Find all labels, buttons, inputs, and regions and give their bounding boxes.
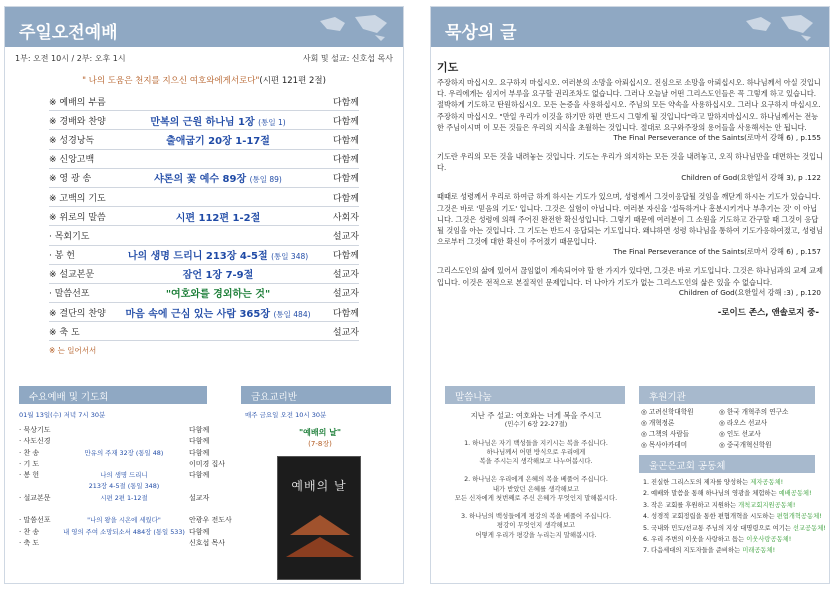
sharing-line <box>441 466 631 475</box>
sharing-line: 지난 주 설교: 여호와는 너게 복을 주시고 <box>470 411 602 420</box>
order-item-title: ※ 고백의 기도 <box>49 193 106 204</box>
right-page <box>430 6 830 584</box>
verse-text: " 나의 도움은 천지를 지으신 여호와에게서로다" <box>82 76 260 86</box>
wednesday-row: · 찬 송 만유의 주재 32장 (통일 48) 다함께 <box>19 448 210 457</box>
order-item-title: ※ 위로의 말씀 <box>49 212 106 223</box>
citation-1: The Final Perseverance of the Saints(로마서 강해 6) , p.155 <box>613 133 821 143</box>
meditation-title: 묵상의 글 <box>445 23 517 43</box>
order-item-title: ※ 설교본문 <box>49 270 95 281</box>
sponsor-row: ◎ 목사아카데미 ◎ 중국개혁신학원 <box>641 441 772 449</box>
order-row <box>49 322 359 341</box>
community-item: 4. 성경적 교회정립을 통한 편협개혁을 시도하는 편협개혁공동체! <box>643 513 822 521</box>
order-row <box>49 188 359 207</box>
sharing-line: 3. 하나님의 백성들에게 평강의 복을 베풀어 주십니다. <box>461 512 611 521</box>
world-map-icon <box>741 11 821 43</box>
order-item-leader: 사회자 <box>332 212 359 223</box>
order-item-leader: 다함께 <box>332 116 359 127</box>
order-item-leader: 다함께 <box>332 155 359 166</box>
sharing-line: 복을 주시는지 생각해보고 나누어봅시다. <box>479 457 593 465</box>
book-pyramid-2 <box>286 537 354 557</box>
wednesday-row: · 사도신경 다함께 <box>19 437 210 446</box>
wednesday-row: · 기 도 이미경 집사 <box>19 459 226 468</box>
sharing-line <box>441 429 631 438</box>
service-info <box>5 47 403 64</box>
meditation-header <box>431 7 829 47</box>
sharing-line: (민수기 6장 22-27절) <box>504 420 568 429</box>
wednesday-row: · 묵상기도 다함께 <box>19 426 210 434</box>
order-item-content: 시편 112편 1-2절 <box>175 212 261 224</box>
order-item-content: "여호와를 경외하는 것" <box>165 289 271 301</box>
book-cover <box>277 456 361 580</box>
community-item: 5. 국내와 민도/선교통 주님의 지상 대명령으로 여기는 선교공동체! <box>643 524 826 532</box>
order-item-title: ※ 성경낭독 <box>49 135 95 146</box>
sponsor-list <box>641 407 797 451</box>
order-row <box>49 150 359 169</box>
paragraph-4: 그리스도인의 삶에 있어서 끊임없이 계속되어야 할 한 가지가 있다면, 그것은 바로 기도입니다. 그것은 하나님과의 교제 교제입니다. 이것은 전적으로 본질적인 문제입니다. 더 나아가 기도가 없는 그리스도인의 삶은 있을 수 없습니다. <box>437 266 824 287</box>
friday-chapter: (7-8장) <box>308 440 332 448</box>
article-title: 기도 <box>437 61 459 74</box>
sharing-line <box>441 503 631 512</box>
wednesday-row: 213장 4-5절 (통일 348) <box>88 482 160 491</box>
sharing-line: 2. 하나님은 우리에게 은혜의 복을 베풀어 주십니다. <box>464 475 608 484</box>
order-item-title: ※ 예배의 부름 <box>49 97 106 108</box>
order-row <box>49 284 359 303</box>
order-row <box>49 207 359 226</box>
wednesday-order <box>19 425 269 549</box>
order-item-title: · 봉 헌 <box>49 251 75 262</box>
order-row <box>49 246 359 265</box>
friday-time: 매주 금요일 오전 10시 30분 <box>245 411 327 419</box>
sharing-line: 평강이 무엇인지 생각해보고 <box>496 521 576 530</box>
verse-ref: (시편 121편 2절) <box>259 76 326 86</box>
order-item-content: 잠언 1장 7-9절 <box>182 270 254 282</box>
sponsor-row: ◎ 그책의 사람들 ◎ 인도 선교사 <box>641 430 761 438</box>
sharing-body <box>441 411 631 540</box>
sharing-line: 어떻게 우리가 평강을 누리는지 말해봅시다. <box>475 530 597 539</box>
citation-3: The Final Perseverance of the Saints(로마서 강해 6) , p.157 <box>613 247 821 257</box>
order-item-title: · 말씀선포 <box>49 289 90 300</box>
order-row <box>49 111 359 130</box>
order-item-content: 샤론의 꽃 예수 89장 (통일 89) <box>154 174 282 186</box>
order-item-leader: 다함께 <box>332 193 359 204</box>
order-item-content: 만복의 근원 하나님 1장 (통일 1) <box>150 116 286 128</box>
order-item-title: · 목회기도 <box>49 231 90 242</box>
order-item-leader: 설교자 <box>332 289 359 300</box>
wednesday-time: 01월 13일(수) 저녁 7시 30분 <box>19 411 106 419</box>
wednesday-row: · 설교본문 시편 2편 1-12절 설교자 <box>19 493 210 502</box>
order-row <box>49 226 359 245</box>
order-item-leader: 설교자 <box>332 270 359 281</box>
paragraph-3: 때때로 성령께서 우리로 하여금 하게 하시는 기도가 있으며, 성령께서 그것이응답될 것임을 깨닫게 하시는 기도가 있습니다. 그것은 바로 '믿음의 기도' 입니다. 그것은 실험이 아닙니다. 여러분 자신을 '설득하거나 흥분시키거나 부추기는 것' 이 아닙니다. 그것은 성령에 의해 주어진 완전한 확신성입니다. 그렇기 때문에 여러분이 그 소원을 기도하고 간구할 때 그것이 응답될 것임을 아는 것입니다. 그 기도는 반드시 응답되는 기도입니다. 왜냐하면 성령 하나님을 통하여 기도가응하여졌고, 성령님으로부터 그것에 대한 확신이 주어졌기 때문입니다. <box>437 192 824 247</box>
left-page <box>4 6 404 584</box>
order-row <box>49 265 359 284</box>
book-title: 예배의 날 <box>291 479 347 493</box>
sharing-header: 말씀나눔 <box>445 386 625 404</box>
wednesday-row: · 찬 송 내 영의 주여 소망되소서 484장 (통일 533) 다함께 <box>19 527 210 536</box>
order-item-title: ※ 신앙고백 <box>49 155 95 166</box>
community-item: 6. 우리 주변의 이웃을 사랑하고 돕는 이웃사랑공동체! <box>643 536 792 544</box>
community-item: 2. 예배와 말씀을 통해 하나님의 영광을 체험하는 예배공동체! <box>643 490 812 498</box>
order-item-leader: 다함께 <box>332 135 359 146</box>
order-item-leader: 다함께 <box>332 174 359 185</box>
order-item-title: ※ 경배와 찬양 <box>49 116 106 127</box>
signature: -로이드 존스, 앤솔로지 중- <box>717 307 819 318</box>
wednesday-row: · 봉 헌 나의 생명 드리니 다함께 <box>19 471 210 480</box>
sponsor-row: ◎ 개혁정론 ◎ 라오스 선교사 <box>641 419 768 427</box>
sharing-line: 하나님께서 어떤 방식으로 우리에게 <box>486 447 586 456</box>
community-list <box>643 477 827 557</box>
order-row <box>49 92 359 111</box>
order-item-content: 출애굽기 20장 1-17절 <box>166 135 270 147</box>
wednesday-row: · 말씀선포 "나의 왕을 시온에 세웠다" 안광우 전도사 <box>19 516 232 525</box>
theme-verse <box>5 74 403 86</box>
community-item: 7. 다음세대의 지도자들을 준비하는 미래공동체! <box>643 547 776 555</box>
sponsor-row: ◎ 고려신학대학원 ◎ 한국 개혁주의 연구소 <box>641 408 789 416</box>
paragraph-1: 주장하지 마십시오. 요구하지 마십시오. 여러분의 소망을 아뢰십시오. 진심으로 소망을 아뢰십시오. 하나님께서 아실 것입니다. 우리에게는 심지어 부루을 요구할 권리조차도 없습니다. 그러나 오늘날 어떤 그리스도인들은 꼭 그렇게 하고 있습니다. 절박하게 기도하고 탄원하십시오. 모든 논증을 사용하십시오. 주님의 모든 약속을 사용하십시오. 그러나 요구하지 마십시오. 주장하지 마십시오. "만일 우리가 이것을 하기만 하면 반드시 그렇게 될 것입니다"라고 말하지마십시오. 하나님께서는 전능한 주님이시며 이 모든 것들은 우리의 지식을 초월하는 것입니다. 절대로 요구와주장의 용어들을 사용해서는 안 됩니다. <box>437 78 821 132</box>
order-item-leader: 설교자 <box>332 231 359 242</box>
sharing-line: 내가 받았던 은혜를 생각해보고 <box>492 484 580 493</box>
order-row <box>49 130 359 149</box>
world-map-icon <box>315 11 395 43</box>
book-pyramid-1 <box>290 515 350 535</box>
order-item-leader: 설교자 <box>332 327 359 338</box>
community-item: 1. 진실한 그리스도의 제자를 양성하는 제자공동체! <box>643 479 784 486</box>
order-row <box>49 303 359 322</box>
service-times: 1부: 오전 10시 / 2부: 오후 1시 <box>15 54 126 63</box>
order-item-leader: 다함께 <box>332 97 359 108</box>
wednesday-header: 수요예배 및 기도회 <box>19 386 207 404</box>
worship-order <box>49 92 359 341</box>
paragraph-2: 기도란 우리의 모든 것을 내려놓는 것입니다. 기도는 우리가 의지하는 모든 것을 내려놓고, 오직 하나님만을 대면하는 것입니다. <box>437 152 824 173</box>
standing-note: ※ 는 일어서서 <box>49 346 97 356</box>
worship-header <box>5 7 403 47</box>
order-item-content: 나의 생명 드리니 213장 4-5절 (통일 348) <box>127 251 309 263</box>
citation-4: Children of God(요한일서 강해 :3) , p.120 <box>678 287 821 297</box>
wednesday-row: · 축 도 신호섭 목사 <box>19 538 226 547</box>
order-item-content: 마음 속에 근심 있는 사람 365장 (통일 484) <box>125 308 311 320</box>
community-item: 3. 작은 교회를 후원하고 지원하는 개척교회지원공동체! <box>643 501 796 509</box>
sharing-line: 모든 신자에게 첫번째로 주신 은혜가 무엇인지 말해봅시다. <box>454 493 618 502</box>
order-item-title: ※ 축 도 <box>49 327 80 338</box>
order-item-title: ※ 영 광 송 <box>49 174 92 185</box>
worship-title: 주일오전예배 <box>19 23 118 43</box>
order-item-leader: 다함께 <box>332 308 359 319</box>
sponsors-header: 후원기관 <box>639 386 815 404</box>
sharing-line: 1. 하나님은 자기 백성들을 지키시는 복을 주십니다. <box>464 438 608 447</box>
friday-header: 금요교리반 <box>241 386 391 404</box>
order-item-leader: 다함께 <box>332 251 359 262</box>
order-item-title: ※ 결단의 찬양 <box>49 308 106 319</box>
order-row <box>49 169 359 188</box>
community-header: 울곤은교회 공동체 <box>639 455 815 473</box>
wednesday-row <box>19 504 269 515</box>
friday-title: "예배의 날" <box>298 428 342 437</box>
preacher-info: 사회 및 설교: 신호섭 목사 <box>302 54 393 63</box>
citation-2: Children of God(요한일서 강해 3), p .122 <box>681 173 821 183</box>
